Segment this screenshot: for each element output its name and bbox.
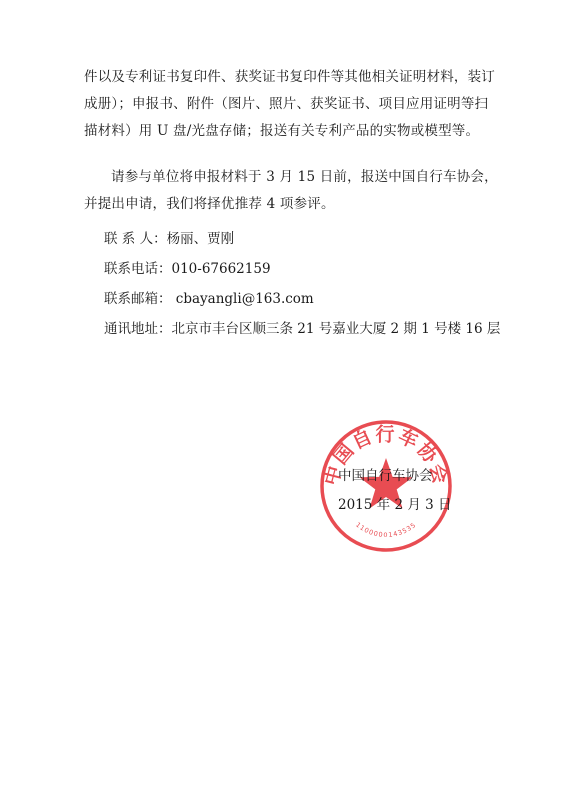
contact-phone: 联系电话：010-67662159 (104, 261, 271, 277)
paragraph-line: 请参与单位将申报材料于 3 月 15 日前，报送中国自行车协会， (111, 169, 498, 185)
paragraph-line: 描材料）用 U 盘/光盘存储；报送有关专利产品的实物或模型等。 (84, 123, 480, 139)
paragraph-line: 并提出申请，我们将择优推荐 4 项参评。 (84, 196, 335, 212)
paragraph-line: 成册）；申报书、附件（图片、照片、获奖证书、项目应用证明等扫 (84, 96, 489, 112)
materials-paragraph (84, 64, 504, 145)
seal-number: 1100000143535 (354, 520, 418, 540)
signature-organization: 中国自行车协会 (338, 468, 433, 484)
paragraph-line: 件以及专利证书复印件、获奖证书复印件等其他相关证明材料，装订 (84, 69, 495, 85)
official-seal (318, 418, 454, 554)
contact-email: 联系邮箱： cbayangli@163.com (104, 291, 314, 307)
contact-person: 联 系 人：杨丽、贾刚 (104, 231, 235, 247)
deadline-paragraph (84, 164, 504, 218)
seal-text: 中国自行车协会 (320, 423, 452, 488)
contact-address: 通讯地址：北京市丰台区顺三条 21 号嘉业大厦 2 期 1 号楼 16 层 (104, 321, 501, 337)
signature-date: 2015 年 2 月 3 日 (338, 497, 452, 513)
